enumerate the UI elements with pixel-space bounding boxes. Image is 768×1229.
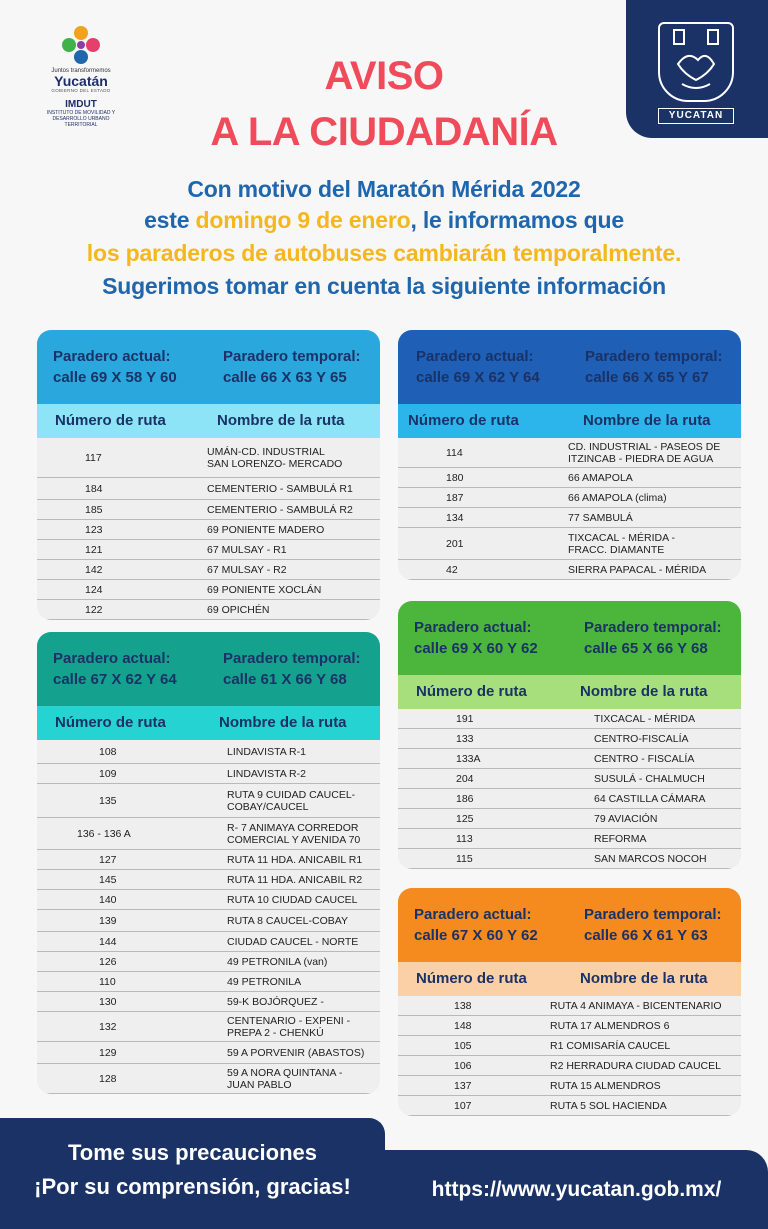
route-number: 136 - 136 A xyxy=(77,827,131,840)
route-row xyxy=(37,580,380,600)
agency-fullname: INSTITUTO DE MOVILIDAD Y DESARROLLO URBANO TERRITORIAL xyxy=(46,110,116,128)
route-row xyxy=(37,1012,380,1042)
route-number: 133A xyxy=(456,752,481,765)
route-number: 109 xyxy=(99,767,117,780)
logo-tagline: Juntos transformemos xyxy=(51,68,111,74)
column-headers xyxy=(398,962,741,996)
route-name: R1 COMISARÍA CAUCEL xyxy=(550,1039,671,1052)
route-row xyxy=(398,809,741,829)
route-rows xyxy=(37,740,380,1094)
route-row xyxy=(398,769,741,789)
route-row xyxy=(37,890,380,910)
route-name: 59-K BOJÓRQUEZ - xyxy=(227,995,324,1008)
route-name: LINDAVISTA R-2 xyxy=(227,767,306,780)
route-name: RUTA 11 HDA. ANICABIL R1 xyxy=(227,853,363,866)
route-number: 108 xyxy=(99,745,117,758)
route-number: 128 xyxy=(99,1072,117,1085)
route-table-2 xyxy=(398,330,741,580)
current-stop-address: calle 69 X 58 Y 60 xyxy=(53,369,177,386)
route-name: SUSULÁ - CHALMUCH xyxy=(594,772,705,785)
route-row xyxy=(398,1096,741,1116)
column-headers xyxy=(398,675,741,709)
route-row xyxy=(398,789,741,809)
route-rows xyxy=(398,438,741,580)
temporary-stop-label: Paradero temporal: xyxy=(584,619,722,636)
route-rows xyxy=(398,996,741,1116)
route-name: 66 AMAPOLA xyxy=(568,471,633,484)
route-row xyxy=(398,1016,741,1036)
intro-line-4: Sugerimos tomar en cuenta la siguiente información xyxy=(102,273,666,299)
route-row xyxy=(37,992,380,1012)
route-row xyxy=(398,1036,741,1056)
route-number-header: Número de ruta xyxy=(55,714,166,731)
route-name: TIXCACAL - MÉRIDA - FRACC. DIAMANTE xyxy=(568,531,675,556)
route-name: CD. INDUSTRIAL - PASEOS DE ITZINCAB - PIEDRA DE AGUA xyxy=(568,440,721,465)
route-row xyxy=(398,829,741,849)
logo-state-name: Yucatán xyxy=(54,73,108,89)
temporary-stop-label: Paradero temporal: xyxy=(223,348,361,365)
route-name: CENTRO-FISCALÍA xyxy=(594,732,689,745)
route-number: 138 xyxy=(454,999,472,1012)
route-number-header: Número de ruta xyxy=(416,970,527,987)
route-number: 135 xyxy=(99,794,117,807)
current-stop-address: calle 67 X 62 Y 64 xyxy=(53,671,177,688)
temporary-stop xyxy=(223,346,361,388)
route-table-1 xyxy=(37,330,380,620)
route-row xyxy=(37,764,380,784)
route-name: RUTA 11 HDA. ANICABIL R2 xyxy=(227,873,363,886)
current-stop xyxy=(53,346,177,388)
temporary-stop-label: Paradero temporal: xyxy=(585,348,723,365)
route-row xyxy=(398,560,741,580)
route-name: 67 MULSAY - R2 xyxy=(207,563,287,576)
route-row xyxy=(398,729,741,749)
route-name: RUTA 15 ALMENDROS xyxy=(550,1079,661,1092)
intro-line-1: Con motivo del Maratón Mérida 2022 xyxy=(187,176,581,202)
footer-url-panel xyxy=(385,1150,768,1229)
intro-line-3: los paraderos de autobuses cambiarán temporalmente. xyxy=(86,240,682,266)
intro-line-2-start: este xyxy=(144,207,196,233)
notice-title: AVISO xyxy=(324,54,444,98)
temporary-stop-label: Paradero temporal: xyxy=(223,650,361,667)
route-row xyxy=(37,850,380,870)
route-number: 140 xyxy=(99,893,117,906)
route-name: 79 AVIACIÓN xyxy=(594,812,658,825)
current-stop-label: Paradero actual: xyxy=(414,906,532,923)
route-name: CEMENTERIO - SAMBULÁ R2 xyxy=(207,503,353,516)
route-name-header: Nombre de la ruta xyxy=(580,683,708,700)
route-number: 201 xyxy=(446,537,464,550)
route-number: 115 xyxy=(456,852,473,865)
stop-header xyxy=(37,330,380,404)
route-name: 64 CASTILLA CÁMARA xyxy=(594,792,706,805)
route-name: TIXCACAL - MÉRIDA xyxy=(594,712,696,725)
route-name: 69 PONIENTE MADERO xyxy=(207,523,325,536)
route-row xyxy=(37,1042,380,1064)
current-stop xyxy=(414,617,538,659)
temporary-stop xyxy=(223,648,361,690)
footer-line-1: Tome sus precauciones xyxy=(67,1140,317,1165)
route-name: REFORMA xyxy=(594,832,647,845)
route-number: 180 xyxy=(446,471,464,484)
route-name: LINDAVISTA R-1 xyxy=(227,745,306,758)
route-name: RUTA 10 CIUDAD CAUCEL xyxy=(227,893,358,906)
route-name: 67 MULSAY - R1 xyxy=(207,543,287,556)
temporary-stop xyxy=(584,617,722,659)
current-stop-label: Paradero actual: xyxy=(416,348,534,365)
footer-message-panel xyxy=(0,1118,385,1229)
current-stop xyxy=(53,648,177,690)
route-row xyxy=(37,540,380,560)
route-name-header: Nombre de la ruta xyxy=(580,970,708,987)
route-number: 187 xyxy=(446,491,464,504)
temporary-stop-label: Paradero temporal: xyxy=(584,906,722,923)
column-headers xyxy=(37,706,380,740)
route-number: 134 xyxy=(446,511,464,524)
route-row xyxy=(398,1076,741,1096)
route-name-header: Nombre de la ruta xyxy=(583,412,711,429)
route-name: 59 A PORVENIR (ABASTOS) xyxy=(227,1046,365,1059)
route-name: 77 SAMBULÁ xyxy=(568,511,633,524)
route-name-header: Nombre de la ruta xyxy=(219,714,347,731)
route-name: RUTA 8 CAUCEL-COBAY xyxy=(227,914,348,927)
route-number: 114 xyxy=(446,446,463,459)
route-name: CEMENTERIO - SAMBULÁ R1 xyxy=(207,482,353,495)
route-row xyxy=(398,488,741,508)
route-row xyxy=(37,910,380,932)
route-name: CENTENARIO - EXPENI - PREPA 2 - CHENKÚ xyxy=(227,1014,351,1039)
route-table-5 xyxy=(398,888,741,1116)
route-name: RUTA 4 ANIMAYA - BICENTENARIO xyxy=(550,999,722,1012)
route-row xyxy=(37,600,380,620)
route-row xyxy=(37,500,380,520)
route-number: 124 xyxy=(85,583,103,596)
temporary-stop-address: calle 61 X 66 Y 68 xyxy=(223,671,347,688)
route-row xyxy=(37,972,380,992)
column-headers xyxy=(398,404,741,438)
route-number: 145 xyxy=(99,873,117,886)
route-row xyxy=(37,932,380,952)
route-number: 185 xyxy=(85,503,103,516)
route-name: SAN MARCOS NOCOH xyxy=(594,852,707,865)
route-number: 121 xyxy=(85,543,103,556)
route-number: 110 xyxy=(99,975,116,988)
route-number: 105 xyxy=(454,1039,472,1052)
route-name: 59 A NORA QUINTANA - JUAN PABLO xyxy=(227,1066,343,1091)
route-number: 126 xyxy=(99,955,117,968)
route-number: 129 xyxy=(99,1046,117,1059)
temporary-stop-address: calle 66 X 65 Y 67 xyxy=(585,369,709,386)
route-number: 130 xyxy=(99,995,117,1008)
route-name: 66 AMAPOLA (clima) xyxy=(568,491,667,504)
route-row xyxy=(37,478,380,500)
route-name: RUTA 17 ALMENDROS 6 xyxy=(550,1019,670,1032)
current-stop-label: Paradero actual: xyxy=(53,650,171,667)
route-number: 125 xyxy=(456,812,474,825)
stop-header xyxy=(398,601,741,675)
route-row xyxy=(398,996,741,1016)
route-number: 191 xyxy=(456,712,474,725)
route-row xyxy=(37,952,380,972)
route-name: RUTA 9 CUIDAD CAUCEL- COBAY/CAUCEL xyxy=(227,788,356,813)
footer-line-2: ¡Por su comprensión, gracias! xyxy=(34,1174,351,1199)
intro-line-2 xyxy=(0,207,768,234)
route-row xyxy=(398,438,741,468)
route-row xyxy=(398,849,741,869)
route-name: CENTRO - FISCALÍA xyxy=(594,752,695,765)
route-number: 123 xyxy=(85,523,103,536)
route-row xyxy=(398,528,741,560)
route-number: 113 xyxy=(456,832,473,845)
stop-header xyxy=(37,632,380,706)
route-number: 186 xyxy=(456,792,474,805)
route-row xyxy=(37,438,380,478)
route-row xyxy=(37,740,380,764)
crest-label: YUCATAN xyxy=(658,108,734,124)
route-name-header: Nombre de la ruta xyxy=(217,412,345,429)
route-table-3 xyxy=(37,632,380,1094)
route-number: 132 xyxy=(99,1020,117,1033)
current-stop-label: Paradero actual: xyxy=(53,348,171,365)
route-row xyxy=(37,520,380,540)
route-name: 49 PETRONILA xyxy=(227,975,302,988)
route-name: R2 HERRADURA CIUDAD CAUCEL xyxy=(550,1059,721,1072)
event-date: domingo 9 de enero xyxy=(195,207,411,233)
stop-header xyxy=(398,330,741,404)
route-number-header: Número de ruta xyxy=(55,412,166,429)
route-name: 49 PETRONILA (van) xyxy=(227,955,328,968)
route-number-header: Número de ruta xyxy=(416,683,527,700)
route-row xyxy=(37,870,380,890)
route-number: 142 xyxy=(85,563,103,576)
route-name: CIUDAD CAUCEL - NORTE xyxy=(227,935,359,948)
route-number: 184 xyxy=(85,482,103,495)
agency-name: IMDUT xyxy=(65,99,97,110)
route-row xyxy=(37,818,380,850)
route-number: 204 xyxy=(456,772,474,785)
route-name: UMÁN-CD. INDUSTRIAL SAN LORENZO- MERCADO xyxy=(207,445,343,470)
route-number: 133 xyxy=(456,732,474,745)
website-link[interactable]: https://www.yucatan.gob.mx/ xyxy=(431,1178,722,1201)
route-row xyxy=(37,1064,380,1094)
route-number: 148 xyxy=(454,1019,472,1032)
temporary-stop xyxy=(585,346,723,388)
route-name: 69 OPICHÉN xyxy=(207,603,270,616)
current-stop-label: Paradero actual: xyxy=(414,619,532,636)
route-row xyxy=(37,560,380,580)
route-row xyxy=(398,749,741,769)
route-rows xyxy=(37,438,380,620)
route-name: R- 7 ANIMAYA CORREDOR COMERCIAL Y AVENIDA 70 xyxy=(227,821,361,846)
route-number: 144 xyxy=(99,935,117,948)
route-row xyxy=(398,468,741,488)
column-headers xyxy=(37,404,380,438)
logo-government: GOBIERNO DEL ESTADO xyxy=(51,88,111,93)
current-stop-address: calle 67 X 60 Y 62 xyxy=(414,927,538,944)
temporary-stop-address: calle 65 X 66 Y 68 xyxy=(584,640,708,657)
route-name: RUTA 5 SOL HACIENDA xyxy=(550,1099,667,1112)
current-stop-address: calle 69 X 62 Y 64 xyxy=(416,369,540,386)
route-number: 107 xyxy=(454,1099,472,1112)
route-row xyxy=(37,784,380,818)
temporary-stop-address: calle 66 X 63 Y 65 xyxy=(223,369,347,386)
route-row xyxy=(398,709,741,729)
route-number: 42 xyxy=(446,563,458,576)
route-number: 127 xyxy=(99,853,117,866)
route-number: 117 xyxy=(85,451,102,464)
intro-line-2-end: , le informamos que xyxy=(410,207,624,233)
route-row xyxy=(398,508,741,528)
route-number: 137 xyxy=(454,1079,472,1092)
current-stop-address: calle 69 X 60 Y 62 xyxy=(414,640,538,657)
route-name: 69 PONIENTE XOCLÁN xyxy=(207,583,322,596)
route-number-header: Número de ruta xyxy=(408,412,519,429)
notice-subtitle: A LA CIUDADANÍA xyxy=(210,110,558,154)
stop-header xyxy=(398,888,741,962)
route-number: 122 xyxy=(85,603,103,616)
current-stop xyxy=(414,904,538,946)
route-row xyxy=(398,1056,741,1076)
temporary-stop-address: calle 66 X 61 Y 63 xyxy=(584,927,708,944)
route-name: SIERRA PAPACAL - MÉRIDA xyxy=(568,563,707,576)
route-number: 106 xyxy=(454,1059,472,1072)
route-number: 139 xyxy=(99,914,117,927)
route-table-4 xyxy=(398,601,741,869)
route-rows xyxy=(398,709,741,869)
temporary-stop xyxy=(584,904,722,946)
current-stop xyxy=(416,346,540,388)
